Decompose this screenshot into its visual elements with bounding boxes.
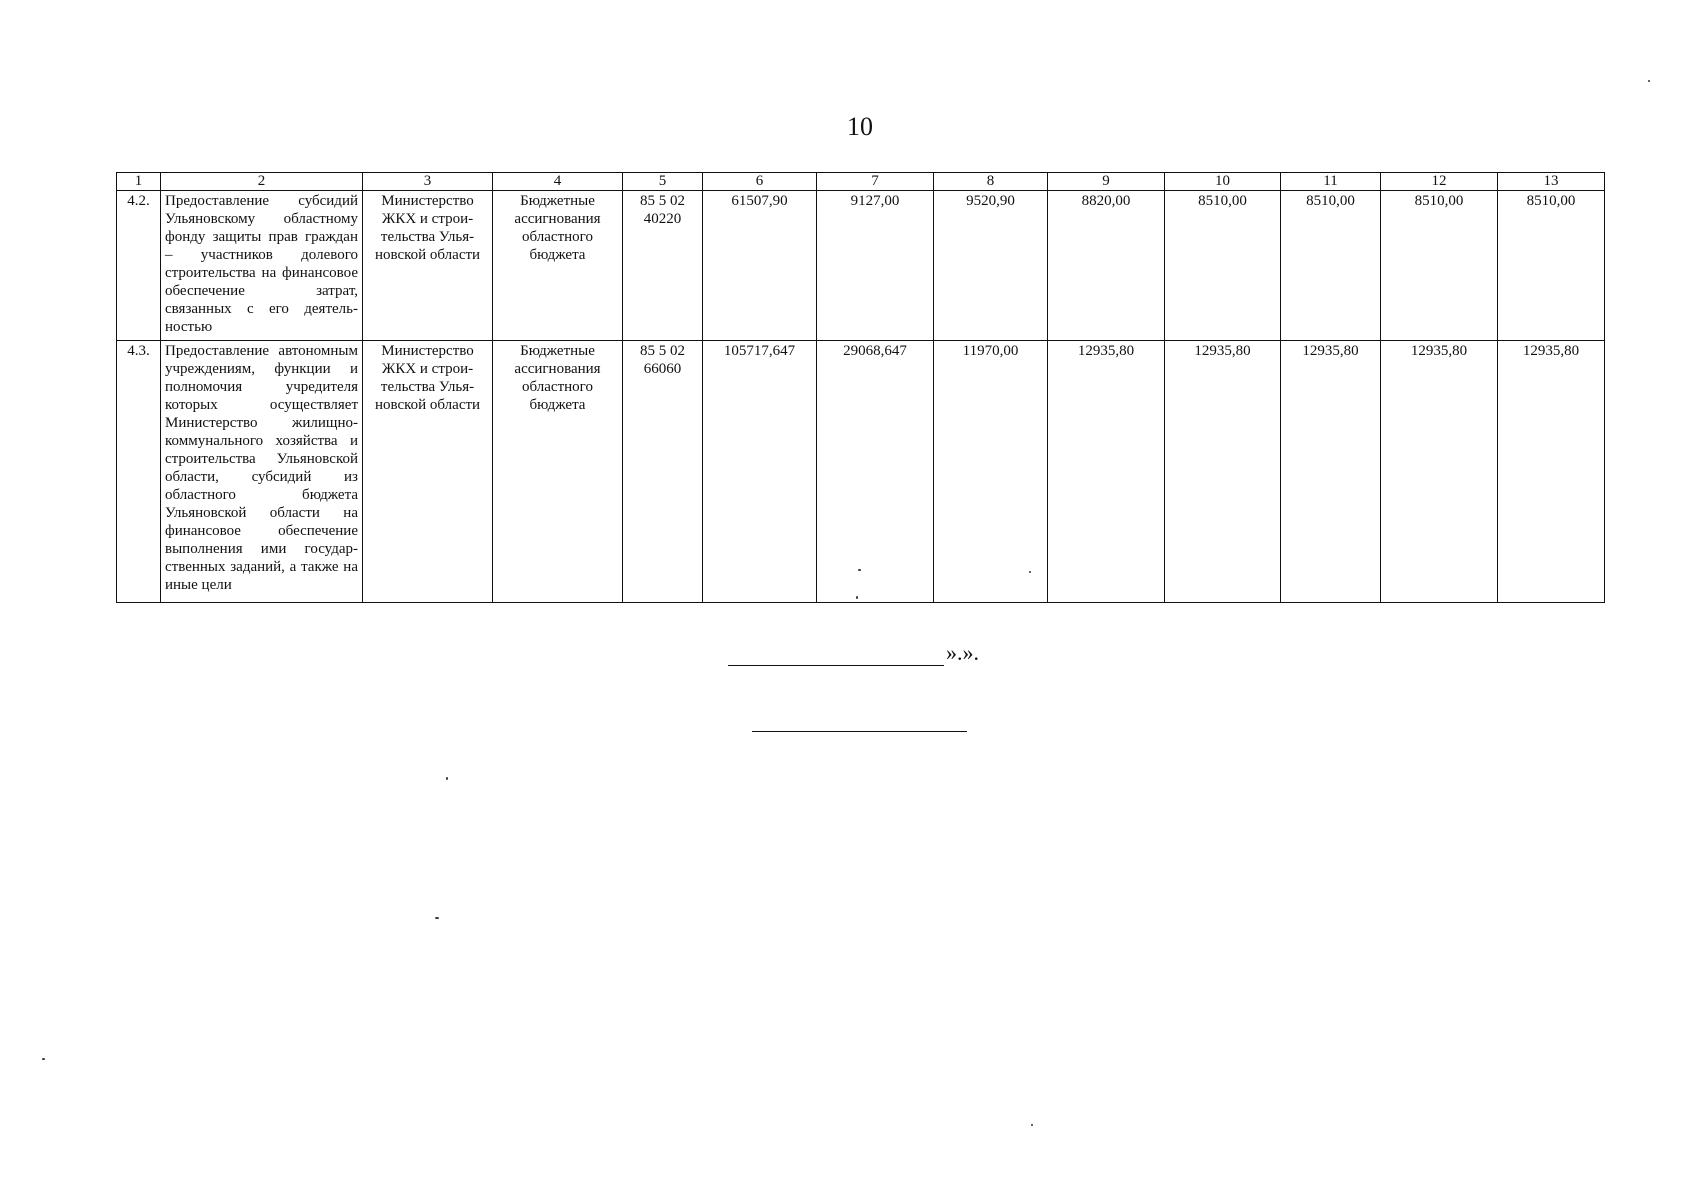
row-amount: 12935,80 (1165, 341, 1281, 603)
row-amount: 8510,00 (1498, 191, 1605, 341)
column-header: 3 (363, 173, 493, 191)
row-amount: 8510,00 (1281, 191, 1381, 341)
row-number: 4.3. (117, 341, 161, 603)
scan-speck (1029, 571, 1031, 573)
column-header: 2 (161, 173, 363, 191)
row-amount: 8820,00 (1048, 191, 1165, 341)
column-header: 7 (817, 173, 934, 191)
scan-speck (435, 917, 439, 919)
column-header: 4 (493, 173, 623, 191)
scan-speck (858, 569, 861, 571)
table-row (117, 341, 1605, 603)
scan-speck (856, 596, 858, 599)
column-header: 1 (117, 173, 161, 191)
row-funding-source: Бюджетные ассигнования областного бюджета (493, 191, 623, 341)
budget-table (116, 172, 1605, 603)
row-amount: 29068,647 (817, 341, 934, 603)
row-amount: 12935,80 (1498, 341, 1605, 603)
row-amount-total: 105717,647 (703, 341, 817, 603)
closing-mark (728, 640, 979, 666)
scan-speck (42, 1058, 45, 1060)
table-header-row (117, 173, 1605, 191)
row-executor: Министерство ЖКХ и строительства Ульяновской области (363, 341, 493, 603)
table-row (117, 191, 1605, 341)
column-header: 11 (1281, 173, 1381, 191)
row-executor: Министерство ЖКХ и строительства Ульяновской области (363, 191, 493, 341)
row-amount-total: 61507,90 (703, 191, 817, 341)
row-amount: 12935,80 (1048, 341, 1165, 603)
row-budget-code: 85 5 02 40220 (623, 191, 703, 341)
column-header: 5 (623, 173, 703, 191)
row-amount: 9520,90 (934, 191, 1048, 341)
row-amount: 12935,80 (1281, 341, 1381, 603)
row-funding-source: Бюджетные ассигнования областного бюджета (493, 341, 623, 603)
row-amount: 11970,00 (934, 341, 1048, 603)
row-number: 4.2. (117, 191, 161, 341)
page-number: 10 (847, 112, 873, 141)
row-description: Предоставление субсидий Ульяновскому областному фонду защиты прав граждан – участников долевого строительства на финансовое обеспечение затрат, связанных с его деятельностью (161, 191, 363, 341)
column-header: 9 (1048, 173, 1165, 191)
closing-line (728, 645, 944, 666)
scan-speck (1031, 1124, 1033, 1126)
row-description: Предоставление автономным учреждениям, функции и полномочия учредителя которых осуществляет Министерство жилищно-коммунального хозяйства и строительства Ульяновской области, субсидий из областного бюджета Ульяновской области на финансовое обеспечение выполнения ими государственных заданий, а также на иные цели (161, 341, 363, 603)
row-budget-code: 85 5 02 66060 (623, 341, 703, 603)
scan-speck (1648, 80, 1650, 82)
row-amount: 8510,00 (1381, 191, 1498, 341)
row-amount: 9127,00 (817, 191, 934, 341)
column-header: 8 (934, 173, 1048, 191)
column-header: 10 (1165, 173, 1281, 191)
closing-quotes: ».». (946, 640, 979, 665)
column-header: 6 (703, 173, 817, 191)
scan-speck (446, 777, 448, 780)
row-amount: 8510,00 (1165, 191, 1281, 341)
row-amount: 12935,80 (1381, 341, 1498, 603)
column-header: 13 (1498, 173, 1605, 191)
separator-line (752, 731, 967, 732)
column-header: 12 (1381, 173, 1498, 191)
